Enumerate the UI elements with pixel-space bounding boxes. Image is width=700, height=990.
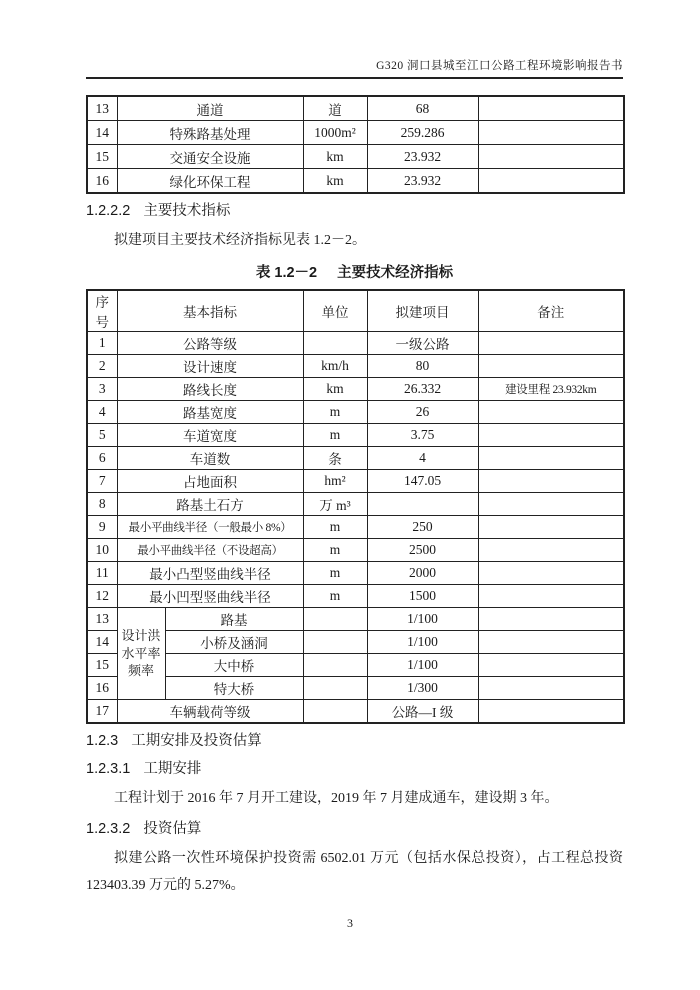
table-row bbox=[87, 677, 624, 700]
cell-indicator: 最小凹型竖曲线半径 bbox=[117, 585, 303, 608]
table-row bbox=[87, 608, 624, 631]
cell-unit: 万 m³ bbox=[303, 493, 367, 516]
cell-no: 15 bbox=[87, 145, 117, 169]
cell-unit bbox=[303, 700, 367, 724]
cell-note: 建设里程 23.932km bbox=[478, 378, 624, 401]
cell-no: 6 bbox=[87, 447, 117, 470]
cell-value: 147.05 bbox=[367, 470, 478, 493]
table-row bbox=[87, 355, 624, 378]
cell-unit: 条 bbox=[303, 447, 367, 470]
cell-no: 13 bbox=[87, 96, 117, 121]
cell-no: 16 bbox=[87, 169, 117, 194]
cell-unit: km/h bbox=[303, 355, 367, 378]
cell-no: 10 bbox=[87, 539, 117, 562]
cell-note bbox=[478, 447, 624, 470]
running-header: G320 洞口县城至江口公路工程环境影响报告书 bbox=[86, 0, 623, 79]
cell-unit: km bbox=[303, 378, 367, 401]
header-no: 序号 bbox=[87, 290, 117, 332]
cell-indicator: 路基土石方 bbox=[117, 493, 303, 516]
cell-indicator: 车道宽度 bbox=[117, 424, 303, 447]
cell-no: 14 bbox=[87, 121, 117, 145]
table-row bbox=[87, 447, 624, 470]
section-number: 1.2.2.2 bbox=[86, 203, 131, 219]
table-row bbox=[87, 631, 624, 654]
cell-unit bbox=[303, 332, 367, 355]
cell-indicator: 公路等级 bbox=[117, 332, 303, 355]
cell-unit: m bbox=[303, 401, 367, 424]
header-note: 备注 bbox=[478, 290, 624, 332]
cell-unit: hm² bbox=[303, 470, 367, 493]
cell-indicator: 占地面积 bbox=[117, 470, 303, 493]
table-row bbox=[87, 562, 624, 585]
cell-value: 2500 bbox=[367, 539, 478, 562]
table-row bbox=[87, 700, 624, 724]
table-row bbox=[87, 332, 624, 355]
section-title: 主要技术指标 bbox=[143, 203, 231, 219]
cell-note bbox=[478, 631, 624, 654]
cell-indicator: 交通安全设施 bbox=[117, 145, 303, 169]
table-caption bbox=[86, 263, 623, 283]
cell-value: 26.332 bbox=[367, 378, 478, 401]
cell-note bbox=[478, 493, 624, 516]
cell-unit: m bbox=[303, 562, 367, 585]
page-number: 3 bbox=[347, 916, 353, 930]
header-unit: 单位 bbox=[303, 290, 367, 332]
section-title: 工期安排及投资估算 bbox=[131, 733, 262, 749]
cell-indicator: 最小平曲线半径（不设超高） bbox=[117, 539, 303, 562]
cell-note bbox=[478, 608, 624, 631]
cell-value: 1/100 bbox=[367, 608, 478, 631]
section-number: 1.2.3 bbox=[86, 733, 119, 749]
table-row bbox=[87, 585, 624, 608]
cell-indicator: 车辆载荷等级 bbox=[117, 700, 303, 724]
cell-sub-indicator: 路基 bbox=[165, 608, 303, 631]
cell-indicator: 设计速度 bbox=[117, 355, 303, 378]
cell-note bbox=[478, 332, 624, 355]
cell-no: 1 bbox=[87, 332, 117, 355]
cell-note bbox=[478, 700, 624, 724]
table-caption-label: 表 1.2－2 bbox=[255, 265, 318, 281]
cell-note bbox=[478, 401, 624, 424]
cell-note bbox=[478, 516, 624, 539]
cell-unit: m bbox=[303, 539, 367, 562]
table-row bbox=[87, 539, 624, 562]
paragraph-investment: 拟建公路一次性环境保护投资需 6502.01 万元（包括水保总投资），占工程总投资 123403.39 万元的 5.27%。 bbox=[86, 851, 623, 893]
section-heading-1222 bbox=[86, 201, 623, 222]
cell-indicator: 车道数 bbox=[117, 447, 303, 470]
table-caption-title: 主要技术经济指标 bbox=[337, 265, 454, 281]
flood-label-line: 水平率 bbox=[121, 645, 161, 661]
cell-unit bbox=[303, 654, 367, 677]
cell-indicator: 路基宽度 bbox=[117, 401, 303, 424]
cell-note bbox=[478, 539, 624, 562]
cell-unit: km bbox=[303, 145, 367, 169]
cell-flood-group-label bbox=[117, 608, 165, 700]
table-row bbox=[87, 96, 624, 121]
cell-indicator: 路线长度 bbox=[117, 378, 303, 401]
cell-indicator: 最小平曲线半径（一般最小 8%） bbox=[117, 516, 303, 539]
cell-note bbox=[478, 562, 624, 585]
cell-note bbox=[478, 424, 624, 447]
continuation-table bbox=[86, 95, 625, 194]
section-heading-1232 bbox=[86, 819, 623, 840]
table-header-row bbox=[87, 290, 624, 332]
section-title: 工期安排 bbox=[143, 761, 202, 777]
cell-no: 9 bbox=[87, 516, 117, 539]
cell-unit: m bbox=[303, 585, 367, 608]
cell-no: 17 bbox=[87, 700, 117, 724]
tech-indicators-table bbox=[86, 289, 625, 724]
table-row bbox=[87, 516, 624, 539]
cell-value: 23.932 bbox=[367, 169, 478, 194]
cell-unit: m bbox=[303, 516, 367, 539]
table-row bbox=[87, 493, 624, 516]
cell-no: 3 bbox=[87, 378, 117, 401]
cell-value: 2000 bbox=[367, 562, 478, 585]
cell-value: 一级公路 bbox=[367, 332, 478, 355]
cell-unit bbox=[303, 677, 367, 700]
table-row bbox=[87, 424, 624, 447]
cell-no: 11 bbox=[87, 562, 117, 585]
cell-value: 3.75 bbox=[367, 424, 478, 447]
cell-sub-indicator: 小桥及涵洞 bbox=[165, 631, 303, 654]
cell-unit bbox=[303, 608, 367, 631]
cell-sub-indicator: 特大桥 bbox=[165, 677, 303, 700]
cell-indicator: 绿化环保工程 bbox=[117, 169, 303, 194]
table-row bbox=[87, 121, 624, 145]
cell-unit: m bbox=[303, 424, 367, 447]
section-heading-123 bbox=[86, 731, 623, 752]
table-row bbox=[87, 654, 624, 677]
cell-no: 4 bbox=[87, 401, 117, 424]
cell-sub-indicator: 大中桥 bbox=[165, 654, 303, 677]
cell-value: 1/100 bbox=[367, 654, 478, 677]
cell-note bbox=[478, 169, 624, 194]
cell-value: 23.932 bbox=[367, 145, 478, 169]
cell-no: 15 bbox=[87, 654, 117, 677]
section-title: 投资估算 bbox=[143, 821, 202, 837]
cell-value bbox=[367, 493, 478, 516]
cell-unit bbox=[303, 631, 367, 654]
header-value: 拟建项目 bbox=[367, 290, 478, 332]
cell-no: 5 bbox=[87, 424, 117, 447]
cell-value: 80 bbox=[367, 355, 478, 378]
cell-note bbox=[478, 355, 624, 378]
cell-unit: km bbox=[303, 169, 367, 194]
cell-value: 259.286 bbox=[367, 121, 478, 145]
table-row bbox=[87, 470, 624, 493]
paragraph-intro: 拟建项目主要技术经济指标见表 1.2－2。 bbox=[114, 233, 366, 248]
cell-no: 7 bbox=[87, 470, 117, 493]
cell-value: 26 bbox=[367, 401, 478, 424]
cell-value: 1/300 bbox=[367, 677, 478, 700]
paragraph-schedule: 工程计划于 2016 年 7 月开工建设，2019 年 7 月建成通车，建设期 3 年。 bbox=[114, 791, 559, 806]
cell-note bbox=[478, 470, 624, 493]
cell-value: 公路—I 级 bbox=[367, 700, 478, 724]
cell-note bbox=[478, 121, 624, 145]
cell-no: 2 bbox=[87, 355, 117, 378]
cell-unit: 1000m² bbox=[303, 121, 367, 145]
section-number: 1.2.3.2 bbox=[86, 821, 131, 837]
table-row bbox=[87, 169, 624, 194]
cell-indicator: 最小凸型竖曲线半径 bbox=[117, 562, 303, 585]
cell-no: 14 bbox=[87, 631, 117, 654]
cell-no: 8 bbox=[87, 493, 117, 516]
cell-unit: 道 bbox=[303, 96, 367, 121]
cell-no: 12 bbox=[87, 585, 117, 608]
cell-value: 250 bbox=[367, 516, 478, 539]
table-row bbox=[87, 378, 624, 401]
cell-no: 13 bbox=[87, 608, 117, 631]
cell-value: 1500 bbox=[367, 585, 478, 608]
table-row bbox=[87, 401, 624, 424]
cell-indicator: 通道 bbox=[117, 96, 303, 121]
cell-note bbox=[478, 677, 624, 700]
cell-note bbox=[478, 96, 624, 121]
cell-note bbox=[478, 654, 624, 677]
cell-note bbox=[478, 585, 624, 608]
page-content bbox=[86, 0, 623, 899]
flood-label-line: 频率 bbox=[127, 663, 154, 679]
cell-note bbox=[478, 145, 624, 169]
flood-label-line: 设计洪 bbox=[121, 628, 161, 644]
table-row bbox=[87, 145, 624, 169]
cell-indicator: 特殊路基处理 bbox=[117, 121, 303, 145]
cell-value: 4 bbox=[367, 447, 478, 470]
section-number: 1.2.3.1 bbox=[86, 761, 131, 777]
section-heading-1231 bbox=[86, 759, 623, 780]
cell-value: 1/100 bbox=[367, 631, 478, 654]
header-indicator: 基本指标 bbox=[117, 290, 303, 332]
cell-value: 68 bbox=[367, 96, 478, 121]
cell-no: 16 bbox=[87, 677, 117, 700]
